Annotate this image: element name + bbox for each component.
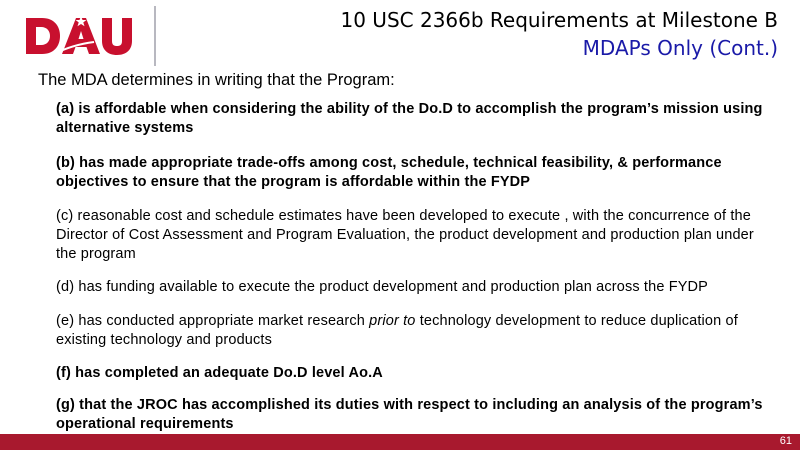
slide-title: 10 USC 2366b Requirements at Milestone B (340, 8, 778, 32)
requirement-item-c: (c) reasonable cost and schedule estimates have been developed to execute , with the concurrence of the Director of Cost Assessment and Program Evaluation, the product development and production plan under the program (56, 208, 754, 262)
requirement-item-d: (d) has funding available to execute the product development and production plan across the FYDP (56, 279, 708, 295)
intro-text: The MDA determines in writing that the Program: (38, 71, 395, 89)
requirement-item-e-part2: technology development to reduce duplication of existing technology and products (56, 313, 738, 348)
logo-divider (154, 6, 156, 66)
footer-bar (0, 434, 800, 450)
requirement-item-a: (a) is affordable when considering the ability of the Do.D to accomplish the program’s mission using alternative systems (56, 101, 763, 136)
dau-logo-graphic (24, 14, 136, 58)
requirement-item-g: (g) that the JROC has accomplished its duties with respect to including an analysis of the program’s operational requirements (56, 397, 763, 432)
requirement-item-b: (b) has made appropriate trade-offs among cost, schedule, technical feasibility, & performance objectives to ensure that the program is affordable within the FYDP (56, 155, 722, 190)
page-number: 61 (779, 435, 792, 447)
requirement-item-e (56, 312, 776, 350)
requirement-item-f: (f) has completed an adequate Do.D level Ao.A (56, 365, 383, 381)
slide-subtitle: MDAPs Only (Cont.) (582, 36, 778, 60)
requirement-item-e-part1: (e) has conducted appropriate market research (56, 313, 370, 329)
requirement-item-e-italic: prior to (369, 313, 416, 329)
slide-title-block (341, 6, 779, 62)
dau-logo (24, 14, 136, 58)
